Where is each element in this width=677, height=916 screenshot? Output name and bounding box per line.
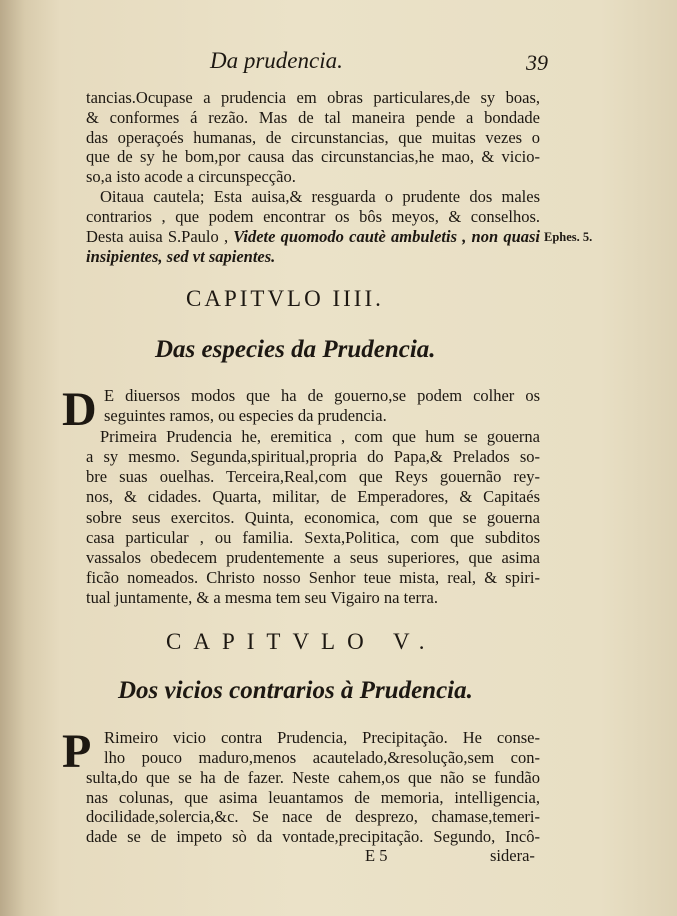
text-line — [86, 227, 540, 247]
text-line: das operaçoés humanas, de circunstancias, que muitas vezes o — [86, 128, 540, 147]
text-line: docilidade,solercia,&c. Se nace de desprezo, chamase,temeri- — [86, 807, 540, 826]
text-line: Oitaua cautela; Esta auisa,& resguarda o prudente dos males — [100, 187, 540, 206]
text-line: Primeira Prudencia he, eremitica , com que hum se gouerna — [100, 427, 540, 446]
chapter-heading: CAPITVLO V. — [166, 629, 437, 654]
latin-quote: insipientes, sed vt sapientes. — [86, 247, 276, 266]
latin-quote: Videte quomodo cautè ambuletis , non quasi — [233, 227, 541, 246]
signature-mark: E 5 — [365, 846, 388, 865]
chapter-subtitle: Das especies da Prudencia. — [155, 336, 436, 363]
text-line: lho pouco maduro,menos acautelado,&resolução,sem con- — [104, 748, 540, 767]
text-line: Rimeiro vicio contra Prudencia, Precipitação. He conse- — [104, 728, 540, 747]
text-line: casa particular , ou familia. Sexta,Politica, com que subditos — [86, 528, 540, 547]
text-line: contrarios , que podem encontrar os bôs meyos, & conselhos. — [86, 207, 540, 226]
text-line: sobre seus exercitos. Quinta, economica, com que se gouerna — [86, 508, 540, 527]
drop-cap: D — [62, 383, 97, 436]
chapter-heading: CAPITVLO IIII. — [186, 286, 384, 311]
text-line: a sy mesmo. Segunda,spiritual,propria do Papa,& Prelados so- — [86, 447, 540, 466]
text-line: tual juntamente, & a mesma tem seu Vigairo na terra. — [86, 588, 438, 607]
catchword: sidera- — [490, 846, 535, 865]
text-line: sulta,do que se ha de fazer. Neste cahem,os que não se fundão — [86, 768, 540, 787]
chapter-subtitle: Dos vicios contrarios à Prudencia. — [118, 677, 473, 704]
text-line: ficão nomeados. Christo nosso Senhor teue mista, real, & spiri- — [86, 568, 540, 587]
text-line: bre suas ouelhas. Terceira,Real,com que Reys gouernão rey- — [86, 467, 540, 486]
text-line: nas colunas, que asima leuantamos de memoria, intelligencia, — [86, 788, 540, 807]
running-title: Da prudencia. — [210, 48, 343, 73]
text-line: so,a isto acode a circunspecção. — [86, 167, 296, 186]
text-line: seguintes ramos, ou especies da prudencia. — [104, 406, 387, 425]
text-line: nos, & cidades. Quarta, militar, de Emperadores, & Capitaés — [86, 487, 540, 506]
page-number: 39 — [526, 50, 548, 75]
text-line: tancias.Ocupase a prudencia em obras particulares,de sy boas, — [86, 88, 540, 107]
text-span: Desta auisa S.Paulo , — [86, 227, 234, 246]
text-line: & conformes á rezão. Mas de tal maneira pende a bondade — [86, 108, 540, 127]
drop-cap: P — [62, 725, 92, 778]
text-line: dade se de impeto sò da vontade,precipitação. Segundo, Incô- — [86, 827, 540, 846]
text-line: E diuersos modos que ha de gouerno,se podem colher os — [104, 386, 540, 405]
text-line: vassalos obedecem prudentemente a seus superiores, que asima — [86, 548, 540, 567]
text-line: que de sy he bom,por causa das circunstancias,he mao, & vicio- — [86, 147, 540, 166]
margin-note: Ephes. 5. — [544, 230, 593, 244]
